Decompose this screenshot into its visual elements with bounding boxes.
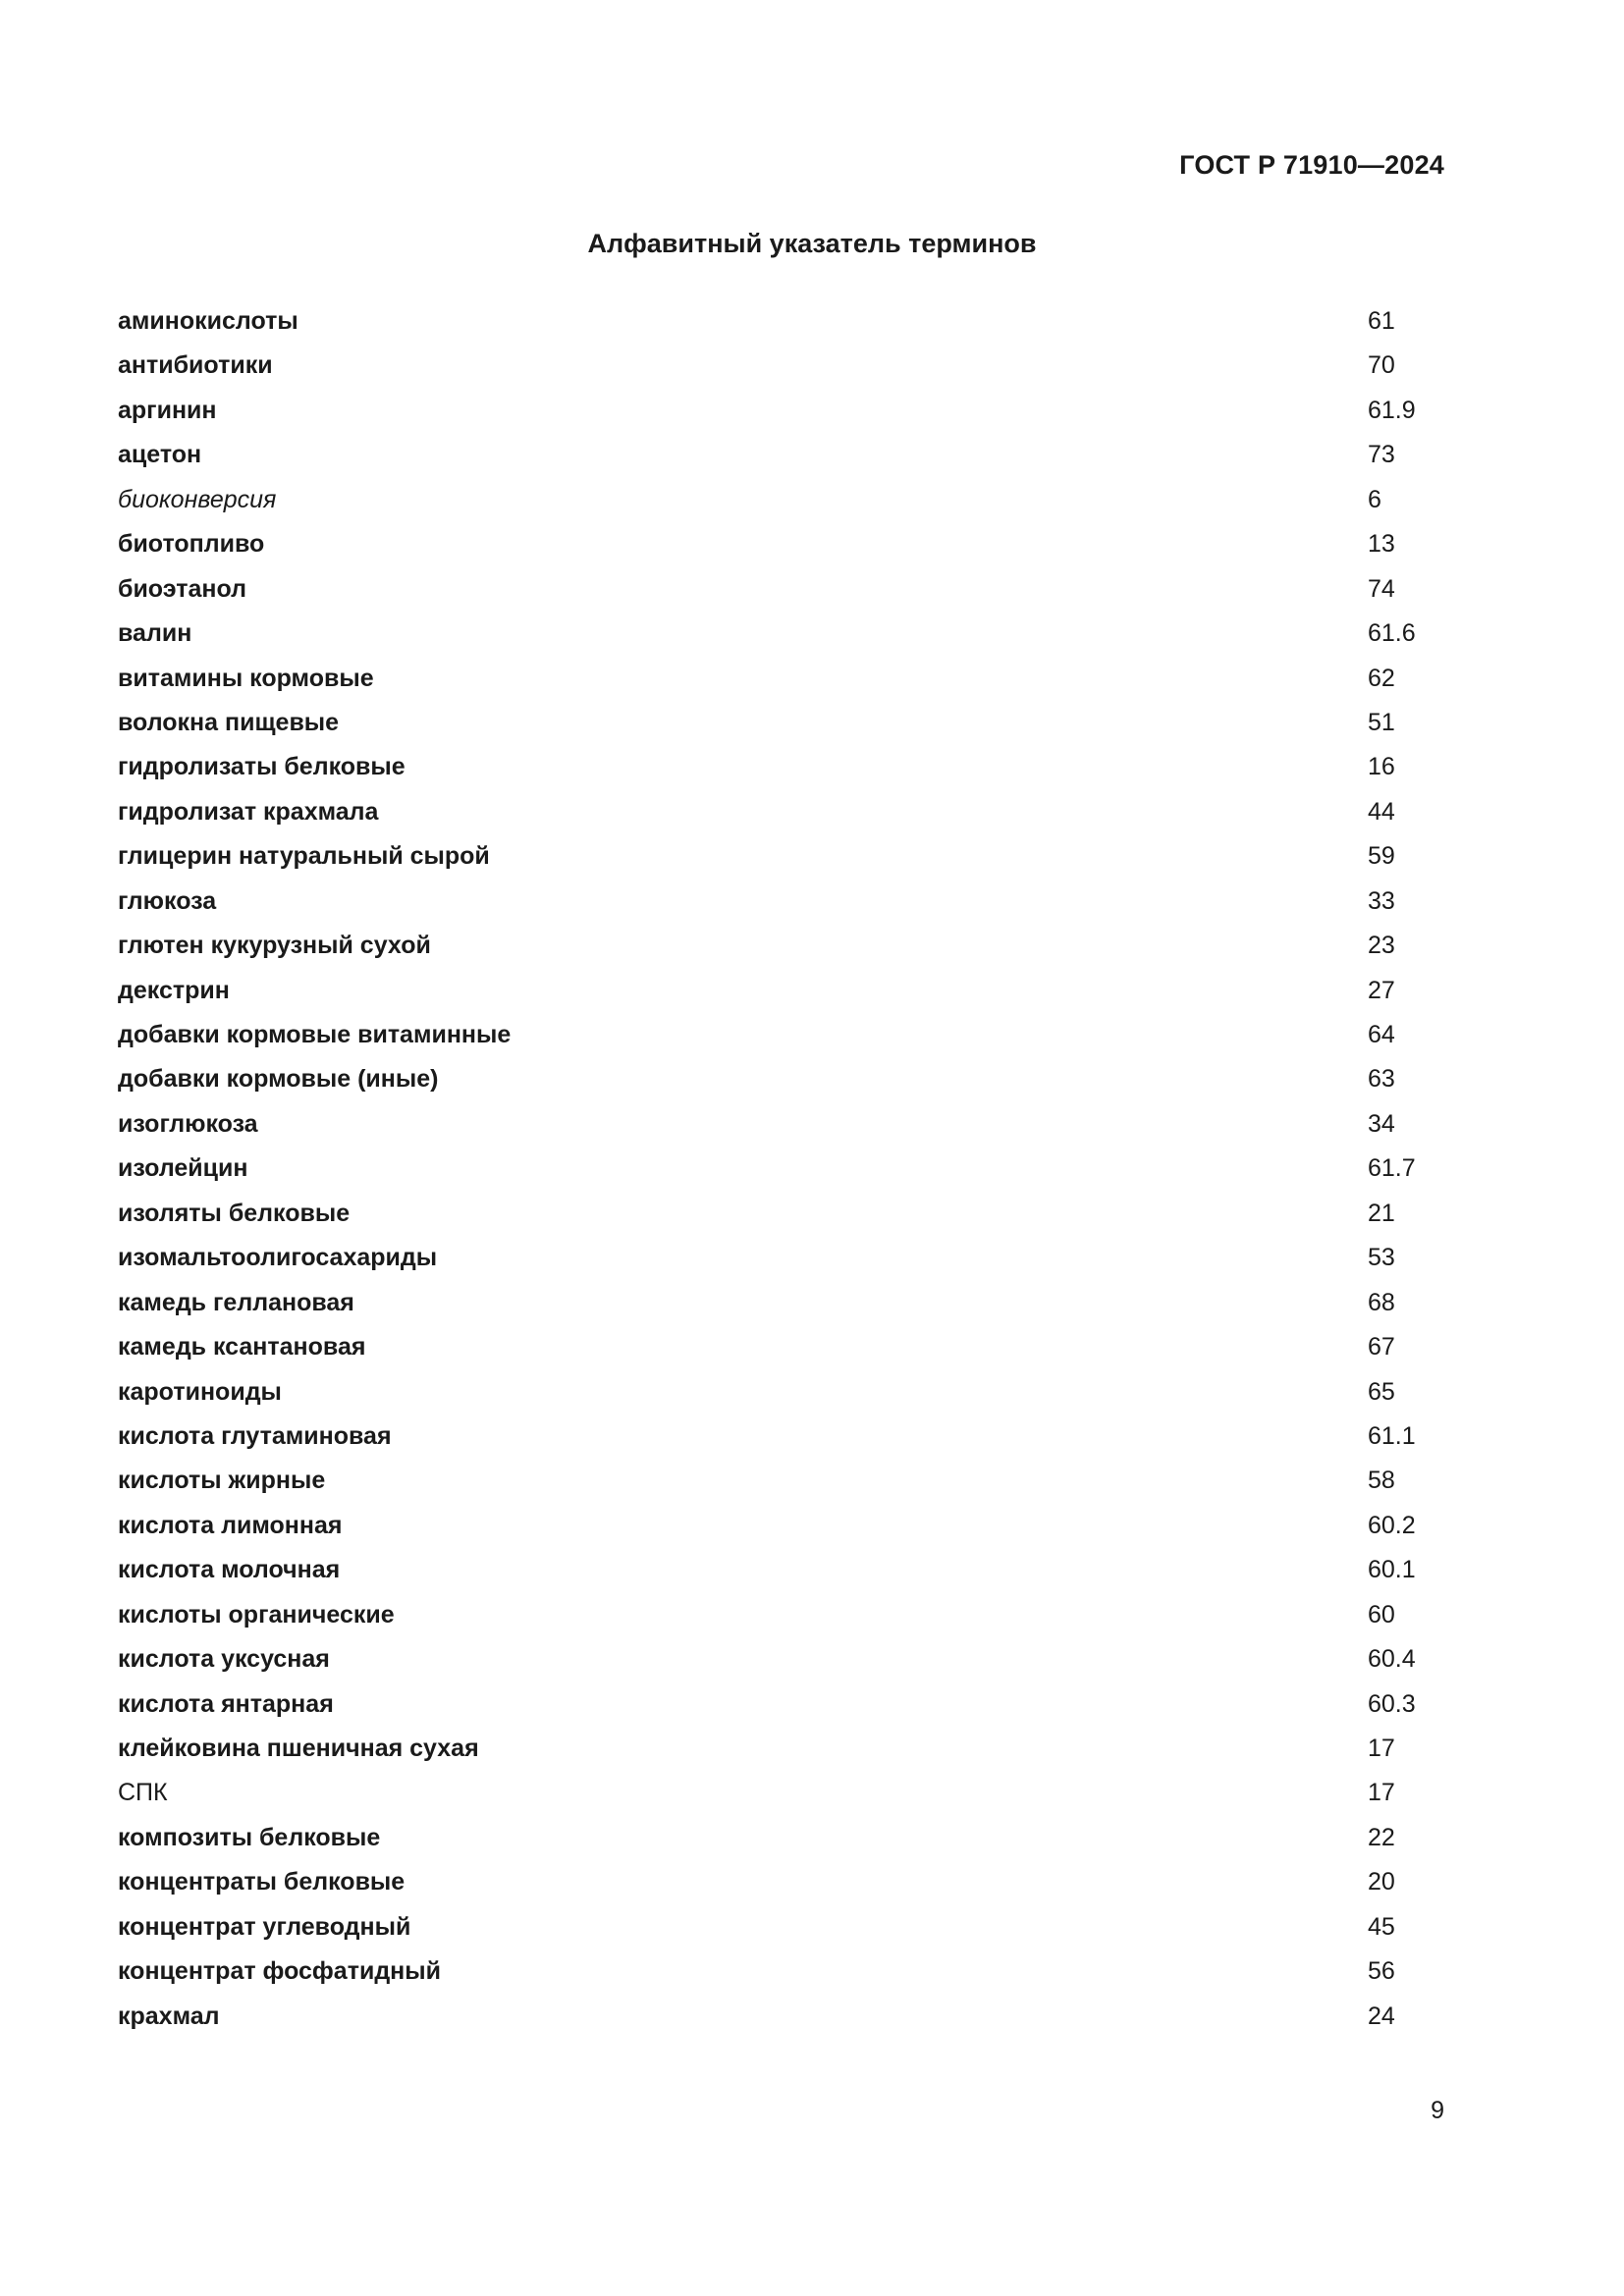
index-entry — [118, 1102, 1414, 1147]
index-term: витамины кормовые — [118, 664, 374, 692]
index-term: декстрин — [118, 976, 230, 1004]
index-term: гидролизаты белковые — [118, 753, 406, 781]
index-term-number: 23 — [1368, 932, 1395, 960]
index-term-number: 61.9 — [1368, 396, 1416, 424]
index-term: ацетон — [118, 441, 202, 469]
index-term: глютен кукурузный сухой — [118, 932, 431, 960]
index-term-number: 61.1 — [1368, 1421, 1416, 1450]
index-term-number: 74 — [1368, 574, 1395, 603]
index-entry — [118, 924, 1414, 968]
index-term-number: 24 — [1368, 2002, 1395, 2030]
page-title: Алфавитный указатель терминов — [587, 229, 1037, 258]
index-term-number: 61 — [1368, 307, 1395, 335]
index-term: концентрат фосфатидный — [118, 1957, 442, 1986]
index-term: кислота уксусная — [118, 1645, 330, 1674]
index-entry — [118, 1504, 1414, 1548]
index-term: добавки кормовые (иные) — [118, 1065, 439, 1094]
index-entry — [118, 657, 1414, 701]
index-entry — [118, 612, 1414, 656]
index-term-number: 70 — [1368, 351, 1395, 380]
index-term-number: 60.3 — [1368, 1689, 1416, 1718]
index-term: биоконверсия — [118, 485, 277, 513]
index-entry — [118, 1281, 1414, 1325]
index-entry — [118, 1905, 1414, 1949]
index-term-number: 59 — [1368, 842, 1395, 871]
index-term-number: 27 — [1368, 976, 1395, 1004]
index-term-number: 62 — [1368, 664, 1395, 692]
page-number: 9 — [1431, 2097, 1444, 2124]
index-term: гидролизат крахмала — [118, 797, 379, 826]
index-term: аминокислоты — [118, 307, 298, 335]
index-entry — [118, 344, 1414, 388]
index-term-number: 34 — [1368, 1109, 1395, 1138]
index-term: изомальтоолигосахариды — [118, 1244, 438, 1272]
index-term: кислота янтарная — [118, 1689, 334, 1718]
index-term: камедь геллановая — [118, 1288, 354, 1316]
index-term: добавки кормовые витаминные — [118, 1021, 512, 1048]
index-entry — [118, 567, 1414, 612]
index-entry — [118, 1370, 1414, 1415]
index-term-number: 22 — [1368, 1823, 1395, 1851]
index-term-number: 20 — [1368, 1868, 1395, 1896]
index-term: биотопливо — [118, 530, 265, 559]
index-term: изолейцин — [118, 1154, 248, 1183]
index-entry — [118, 1860, 1414, 1904]
index-term-number: 63 — [1368, 1065, 1395, 1094]
index-term-number: 17 — [1368, 1735, 1395, 1762]
index-entry — [118, 1593, 1414, 1637]
index-entry — [118, 1771, 1414, 1815]
index-term: глюкоза — [118, 886, 217, 915]
index-term-number: 64 — [1368, 1021, 1395, 1048]
index-entry — [118, 1637, 1414, 1682]
index-entry — [118, 1949, 1414, 1994]
index-term-number: 60 — [1368, 1600, 1395, 1629]
index-term-number: 16 — [1368, 753, 1395, 781]
index-term: кислоты органические — [118, 1600, 395, 1629]
index-term: валин — [118, 619, 192, 648]
index-term-number: 68 — [1368, 1288, 1395, 1316]
index-entry — [118, 299, 1414, 344]
index-term-number: 58 — [1368, 1467, 1395, 1495]
index-term-number: 17 — [1368, 1779, 1395, 1807]
index-term: концентраты белковые — [118, 1868, 406, 1896]
index-term-number: 21 — [1368, 1199, 1395, 1227]
index-entry — [118, 834, 1414, 879]
index-entry — [118, 1147, 1414, 1191]
index-entry — [118, 1816, 1414, 1860]
index-term: кислоты жирные — [118, 1467, 326, 1495]
index-term-number: 61.6 — [1368, 619, 1416, 648]
index-entry — [118, 701, 1414, 745]
index-entry — [118, 522, 1414, 566]
index-term: глицерин натуральный сырой — [118, 842, 490, 871]
index-entry — [118, 1727, 1414, 1771]
index-term: аргинин — [118, 396, 217, 424]
index-term-number: 73 — [1368, 441, 1395, 469]
index-term-number: 60.1 — [1368, 1556, 1416, 1584]
index-term: каротиноиды — [118, 1377, 282, 1406]
index-term-number: 33 — [1368, 886, 1395, 915]
index-term: крахмал — [118, 2002, 220, 2030]
index-entry — [118, 1548, 1414, 1592]
index-term: кислота глутаминовая — [118, 1421, 392, 1450]
index-entry — [118, 1236, 1414, 1280]
index-entry — [118, 880, 1414, 924]
index-entry — [118, 1013, 1414, 1057]
index-term-number: 6 — [1368, 485, 1381, 513]
index-entry — [118, 1415, 1414, 1459]
index-term-number: 51 — [1368, 708, 1395, 736]
index-term-number: 60.2 — [1368, 1511, 1416, 1539]
term-index-list — [118, 299, 1414, 2039]
index-term: клейковина пшеничная сухая — [118, 1735, 479, 1762]
index-term-number: 13 — [1368, 530, 1395, 559]
index-term-number: 65 — [1368, 1377, 1395, 1406]
index-entry — [118, 1995, 1414, 2039]
index-term-number: 45 — [1368, 1912, 1395, 1941]
index-term: изоляты белковые — [118, 1199, 351, 1227]
index-term: антибиотики — [118, 351, 273, 380]
index-term-number: 44 — [1368, 797, 1395, 826]
index-term: композиты белковые — [118, 1823, 381, 1851]
document-code: ГОСТ Р 71910—2024 — [1179, 150, 1444, 180]
index-term: изоглюкоза — [118, 1109, 258, 1138]
index-term-number: 53 — [1368, 1244, 1395, 1272]
index-entry — [118, 1325, 1414, 1369]
index-entry — [118, 433, 1414, 477]
index-entry — [118, 1192, 1414, 1236]
index-term: концентрат углеводный — [118, 1912, 411, 1941]
index-entry — [118, 389, 1414, 433]
index-entry — [118, 1057, 1414, 1101]
index-entry — [118, 1682, 1414, 1727]
index-entry — [118, 1459, 1414, 1503]
index-term-number: 61.7 — [1368, 1154, 1416, 1183]
index-entry — [118, 745, 1414, 789]
index-term: кислота молочная — [118, 1556, 341, 1584]
index-term-number: 67 — [1368, 1333, 1395, 1362]
index-term: камедь ксантановая — [118, 1333, 366, 1362]
index-term: СПК — [118, 1779, 168, 1807]
index-entry — [118, 790, 1414, 834]
index-entry — [118, 969, 1414, 1013]
index-entry — [118, 478, 1414, 522]
index-term-number: 60.4 — [1368, 1645, 1416, 1674]
index-term: кислота лимонная — [118, 1511, 343, 1539]
index-term-number: 56 — [1368, 1957, 1395, 1986]
index-term: биоэтанол — [118, 574, 247, 603]
index-term: волокна пищевые — [118, 708, 340, 736]
